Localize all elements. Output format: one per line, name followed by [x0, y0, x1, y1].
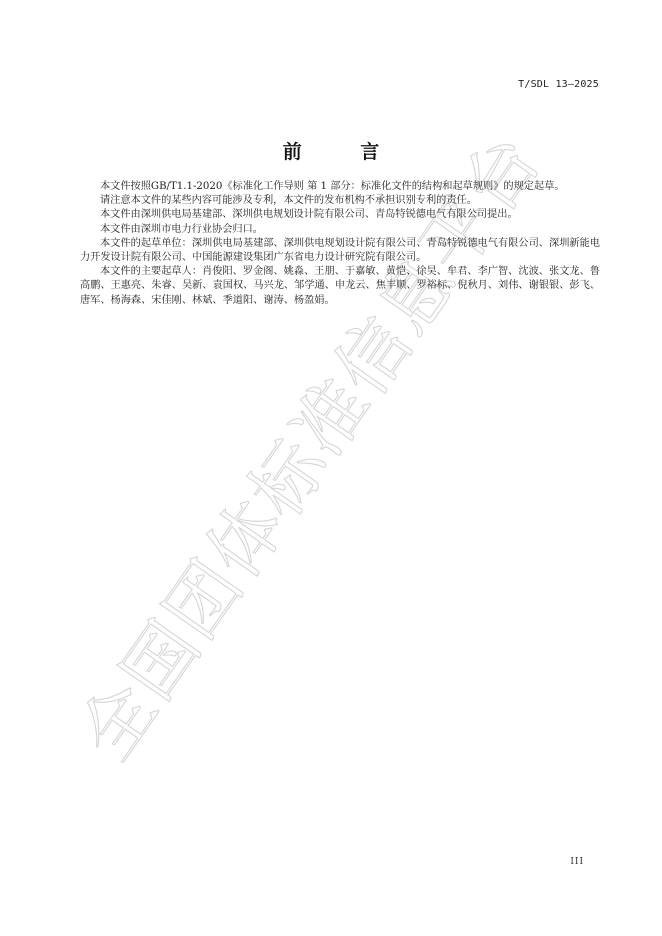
page-title: 前 言 [282, 141, 406, 163]
document-code: T/SDL 13—2025 [518, 79, 599, 90]
paragraph-drafting-units: 本文件的起草单位：深圳供电局基建部、深圳供电规划设计院有限公司、青岛特锐德电气有限公司、深圳新能电力开发设计院有限公司、中国能源建设集团广东省电力设计研究院有限公司。 [80, 237, 600, 264]
page-number: III [570, 857, 584, 867]
paragraph-drafting-rules: 本文件按照GB/T1.1-2020《标准化工作导则 第 1 部分：标准化文件的结构和起草规则》的规定起草。 [100, 181, 565, 192]
foreword-body [80, 180, 600, 308]
watermark-text: 全国团体标准信息平台 [63, 120, 557, 775]
paragraph-drafters: 本文件的主要起草人：肖俊阳、罗金阁、姚淼、王朋、于嘉敏、黄恺、徐昊、牟君、李广智、沈波、张文龙、鲁高鹏、王惠亮、朱睿、吴新、袁国权、马兴龙、邹学通、申龙云、焦丰顺、罗裕标、倪秋月、刘伟、谢银银、彭飞、唐军、杨海森、宋佳刚、林斌、季道阳、谢涛、杨盈娟。 [80, 266, 600, 306]
paragraph-administrator: 本文件由深圳市电力行业协会归口。 [100, 223, 263, 235]
paragraph-proposer: 本文件由深圳供电局基建部、深圳供电规划设计院有限公司、青岛特锐德电气有限公司提出。 [100, 209, 518, 221]
paragraph-patent-notice: 请注意本文件的某些内容可能涉及专利，本文件的发布机构不承担识别专利的责任。 [100, 195, 477, 207]
